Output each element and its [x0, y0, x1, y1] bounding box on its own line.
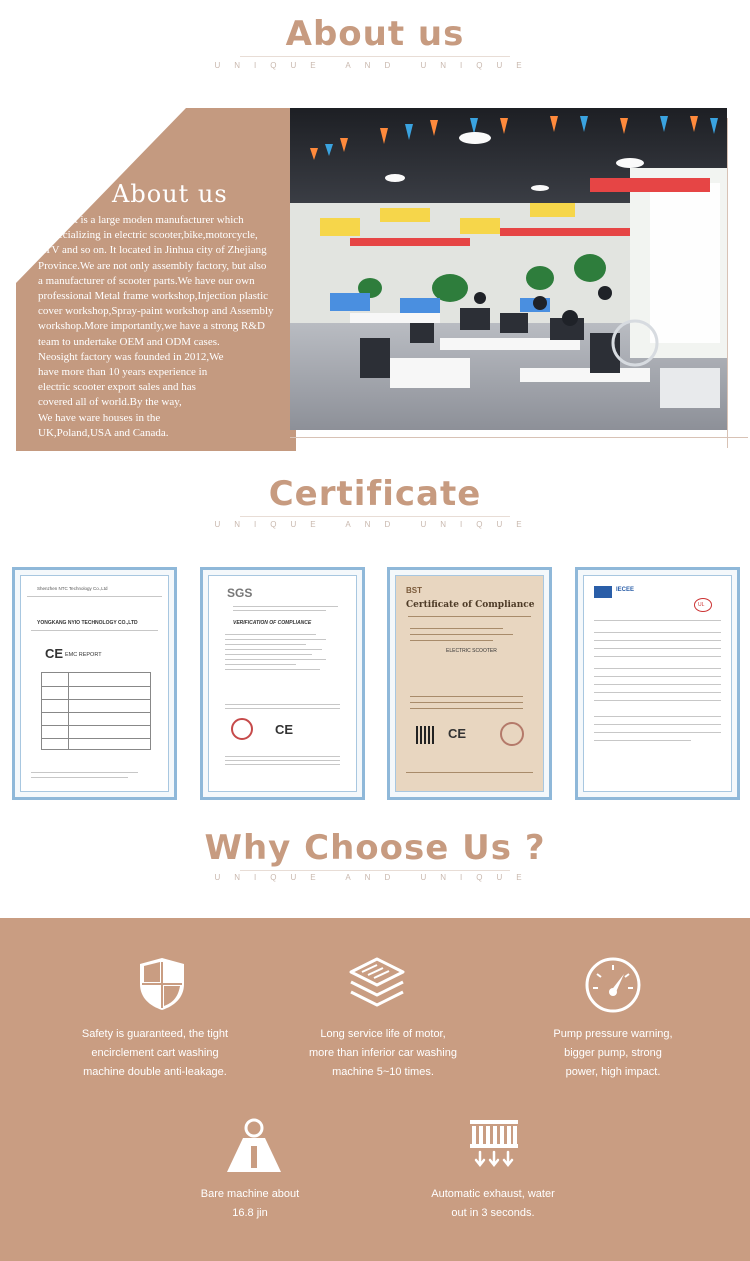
about-line: professional Metal frame workshop,Injection plastic — [38, 290, 269, 303]
cert-rule — [594, 692, 721, 693]
feature-line: more than inferior car washing — [309, 1047, 457, 1059]
feature-text — [368, 1185, 618, 1223]
cert-rule — [594, 676, 721, 677]
feature-exhaust — [368, 1108, 618, 1238]
about-title: About us — [285, 14, 465, 54]
certificate-subtitle: UNIQUE AND UNIQUE — [214, 520, 536, 529]
cert-rule — [31, 777, 128, 778]
why-title: Why Choose Us ? — [204, 828, 546, 868]
why-subtitle: UNIQUE AND UNIQUE — [214, 873, 536, 882]
decorative-line — [290, 437, 748, 438]
cert-mark: CE — [448, 726, 467, 741]
feature-line: Automatic exhaust, water — [431, 1188, 555, 1200]
cert-rule — [27, 596, 162, 597]
cert-rule — [225, 654, 312, 655]
about-panel-heading: About us — [112, 180, 228, 208]
why-title-divider — [240, 870, 510, 871]
cert-rule — [233, 610, 326, 611]
cert-mark: CE — [45, 646, 64, 661]
cert-mark: UL — [698, 602, 705, 608]
office-photo — [290, 108, 727, 430]
cert-rule — [594, 700, 721, 701]
feature-line: Bare machine about — [200, 1188, 300, 1200]
about-line: electric scooter export sales and has — [38, 381, 196, 394]
cert-org-logo: BST — [406, 586, 422, 595]
feature-weight — [125, 1108, 375, 1238]
about-title-divider — [240, 56, 510, 57]
about-line: We have ware houses in the — [38, 411, 161, 424]
cert-rule — [406, 772, 533, 773]
cert-rule — [410, 696, 523, 697]
cert-rule — [225, 756, 340, 757]
feature-text — [30, 1025, 280, 1082]
cert-rule — [594, 620, 721, 621]
cert-company: YONGKANG NYIO TECHNOLOGY CO.,LTD — [37, 620, 138, 626]
about-description — [38, 213, 292, 441]
cert-rule — [410, 628, 503, 629]
office-photo-illustration — [290, 108, 727, 430]
cert-product: ELECTRIC SCOOTER — [446, 648, 497, 654]
qr-code-icon — [416, 726, 434, 744]
certificate-card[interactable] — [387, 567, 552, 800]
cert-rule — [31, 630, 158, 631]
about-line: ATV and so on. It located in Jinhua city of Zhejiang — [38, 244, 267, 257]
shield-icon — [138, 956, 186, 1012]
decorative-line — [727, 118, 728, 448]
cert-rule — [225, 764, 340, 765]
cert-rule — [594, 632, 721, 633]
feature-line: Safety is guaranteed, the tight — [81, 1028, 229, 1040]
feature-line: machine 5~10 times. — [332, 1066, 434, 1078]
cert-rule — [225, 634, 316, 635]
cert-org-logo: SGS — [227, 586, 253, 600]
cert-rule — [410, 640, 493, 641]
feature-pump — [488, 918, 738, 1088]
weight-icon — [225, 1118, 283, 1174]
certificate-card[interactable] — [575, 567, 740, 800]
cert-rule — [225, 659, 326, 660]
cert-rule — [31, 772, 138, 773]
feature-motor-life — [258, 918, 508, 1088]
cert-rule — [225, 669, 320, 670]
cert-rule — [594, 648, 721, 649]
iec-logo-icon — [594, 586, 612, 598]
feature-safety — [30, 918, 280, 1088]
cert-rule — [225, 664, 296, 665]
cert-rule — [594, 724, 721, 725]
seal-icon — [231, 718, 253, 740]
cert-title: VERIFICATION OF COMPLIANCE — [233, 620, 312, 626]
about-line: Province.We are not only assembly factory, but also — [38, 259, 267, 272]
feature-text — [258, 1025, 508, 1082]
about-line: workshop.More importantly,we have a strong R&D — [38, 320, 265, 333]
cert-rule — [225, 760, 340, 761]
cert-rule — [225, 644, 306, 645]
about-subtitle: UNIQUE AND UNIQUE — [214, 61, 536, 70]
cert-rule — [594, 684, 721, 685]
cert-rule — [225, 649, 322, 650]
cert-rule — [594, 668, 721, 669]
exhaust-icon — [468, 1118, 520, 1174]
feature-text — [125, 1185, 375, 1223]
cert-rule — [594, 640, 721, 641]
gauge-icon — [584, 956, 642, 1014]
feature-text — [488, 1025, 738, 1082]
cert-org-logo: IECEE — [616, 587, 635, 593]
cert-rule — [594, 656, 721, 657]
about-line: is specializing in electric scooter,bike,motorcycle, — [38, 229, 258, 242]
certificate-title: Certificate — [268, 474, 482, 514]
feature-line: 16.8 jin — [232, 1207, 268, 1219]
cert-title: Certificate of Compliance — [406, 600, 535, 610]
cert-mark: CE — [275, 722, 294, 737]
feature-line: out in 3 seconds. — [451, 1207, 535, 1219]
seal-icon — [500, 722, 524, 746]
cert-rule — [225, 704, 340, 705]
certificate-card[interactable] — [200, 567, 365, 800]
why-choose-band — [0, 918, 750, 1261]
cert-rule — [408, 616, 531, 617]
feature-line: machine double anti-leakage. — [83, 1066, 227, 1078]
company-logo-icon — [22, 112, 112, 192]
cert-rule — [225, 708, 340, 709]
about-line: covered all of world.By the way, — [38, 396, 182, 409]
cert-rule — [410, 634, 513, 635]
about-line: Neosight is a large moden manufacturer which — [38, 214, 244, 226]
cert-report-label: EMC REPORT — [65, 652, 102, 658]
cert-rule — [594, 740, 691, 741]
cert-rule — [233, 606, 338, 607]
about-line: have more than 10 years experience in — [38, 366, 208, 379]
about-line: team to undertake OEM and ODM cases. — [38, 335, 220, 348]
cert-table — [41, 672, 151, 750]
cert-rule — [410, 702, 523, 703]
feature-line: encirclement cart washing — [91, 1047, 219, 1059]
about-line: UK,Poland,USA and Canada. — [38, 426, 169, 439]
certificate-card[interactable] — [12, 567, 177, 800]
feature-line: bigger pump, strong — [564, 1047, 662, 1059]
about-line: a manufacturer of scooter parts.We have our own — [38, 274, 255, 287]
feature-line: power, high impact. — [565, 1066, 661, 1078]
cert-rule — [594, 716, 721, 717]
certificate-title-divider — [240, 516, 510, 517]
layers-icon — [348, 956, 406, 1012]
feature-line: Long service life of motor, — [320, 1028, 446, 1040]
cert-rule — [410, 708, 523, 709]
about-line: cover workshop,Spray-paint workshop and Assembly — [38, 305, 274, 318]
about-line: Neosight factory was founded in 2012,We — [38, 350, 224, 363]
cert-rule — [225, 639, 326, 640]
feature-line: Pump pressure warning, — [553, 1028, 673, 1040]
cert-rule — [594, 732, 721, 733]
cert-org: Shenzhen NTC Technology Co.,Ltd — [37, 586, 108, 591]
